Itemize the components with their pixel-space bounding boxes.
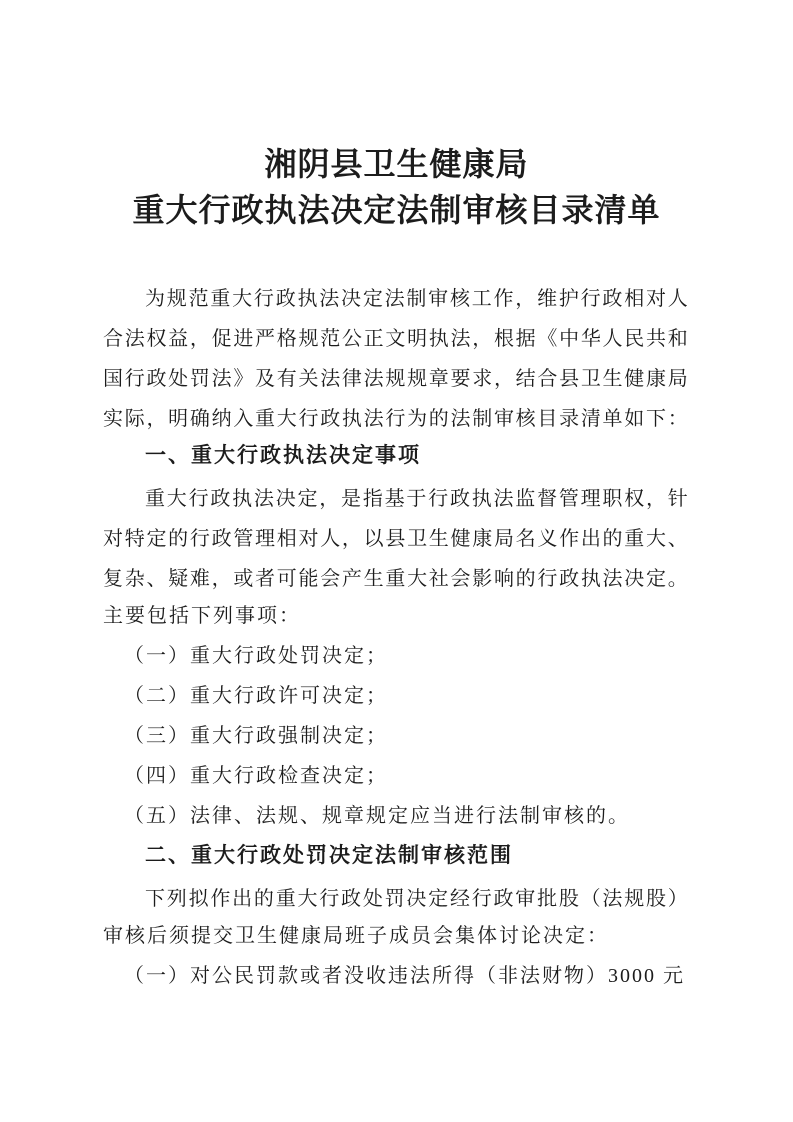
document-title-line-1: 湘阴县卫生健康局 <box>264 146 529 182</box>
text-line: 为 规 范 重 大 行 政 执 法 决 定 法 制 审 核 工 作 ， 维 护 行 政 相 对 人 <box>145 287 688 310</box>
document-title-line-2: 重大行政执法决定法制审核目录清单 <box>132 192 661 228</box>
text-line: 下 列 拟 作 出 的 重 大 行 政 处 罚 决 定 经 行 政 审 批 股 （ 法 规 股 ） <box>145 887 688 910</box>
document-title <box>0 141 793 233</box>
text-line: 对 特 定 的 行 政 管 理 相 对 人 ， 以 县 卫 生 健 康 局 名 义 作 出 的 重 大 、 <box>103 527 688 550</box>
section-heading: 一、重大行政执法决定事项 <box>145 444 421 467</box>
text-line: （一）重大行政处罚决定； <box>124 645 388 667</box>
text-line: （二）重大行政许可决定； <box>124 685 388 707</box>
text-line: （一）对公民罚款或者没收违法所得（非法财物）3000 元 <box>124 965 685 987</box>
text-line: 审核后须提交卫生健康局班子成员会集体讨论决定： <box>103 925 609 947</box>
document-body <box>103 276 688 996</box>
text-line: 国 行 政 处 罚 法 》 及 有 关 法 律 法 规 规 章 要 求 ， 结 合 县 卫 生 健 康 局 <box>103 367 688 390</box>
text-line: 实 际 ， 明 确 纳 入 重 大 行 政 执 法 行 为 的 法 制 审 核 目 录 清 单 如 下 ： <box>103 407 688 430</box>
text-line: 合 法 权 益 ， 促 进 严 格 规 范 公 正 文 明 执 法 ， 根 据 《 中 华 人 民 共 和 <box>103 327 688 350</box>
text-line: 复 杂 、 疑 难 ， 或 者 可 能 会 产 生 重 大 社 会 影 响 的 行 政 执 法 决 定 。 <box>103 567 688 590</box>
text-line: （五）法律、法规、规章规定应当进行法制审核的。 <box>124 805 630 827</box>
text-line: 主要包括下列事项： <box>103 605 301 627</box>
text-line: （三）重大行政强制决定； <box>124 725 388 747</box>
text-line: 重 大 行 政 执 法 决 定 ， 是 指 基 于 行 政 执 法 监 督 管 理 职 权 ， 针 <box>145 487 688 510</box>
section-heading: 二、重大行政处罚决定法制审核范围 <box>145 844 513 867</box>
text-line: （四）重大行政检查决定； <box>124 765 388 787</box>
